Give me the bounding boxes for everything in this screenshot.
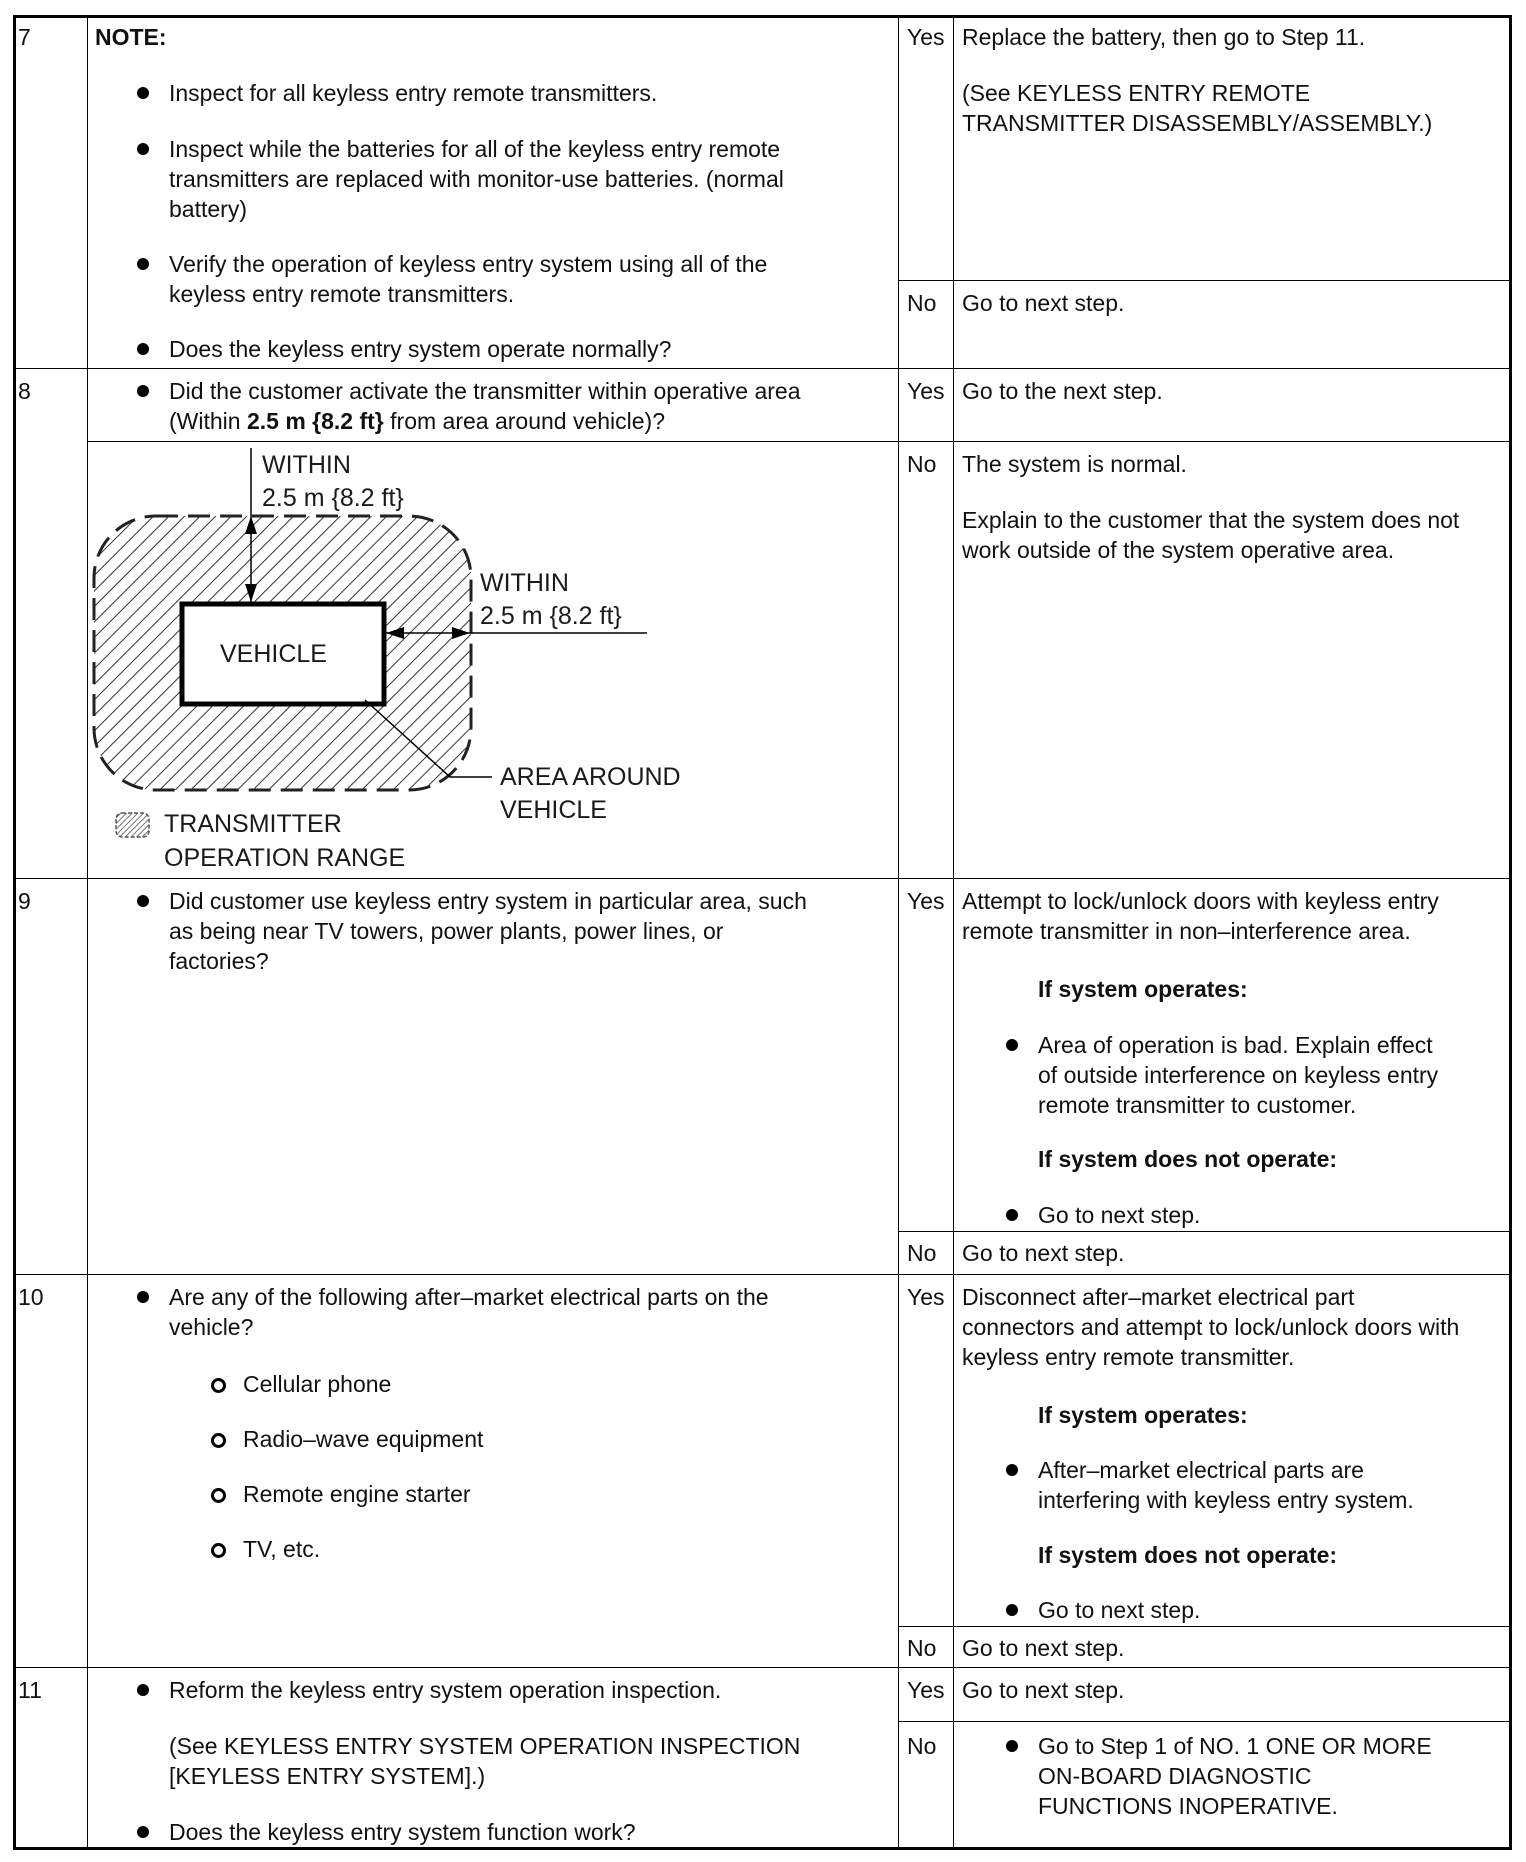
sub-item: Radio–wave equipment [243, 1426, 484, 1452]
if-not-operates-heading: If system does not operate: [1038, 1542, 1338, 1568]
if-operates-heading: If system operates: [1038, 1402, 1248, 1428]
yes-label: Yes [907, 1677, 945, 1703]
step-number: 8 [18, 378, 31, 404]
no-action: FUNCTIONS INOPERATIVE. [1038, 1793, 1338, 1819]
sub-item: Cellular phone [243, 1371, 392, 1397]
not-operates-text: Go to next step. [1038, 1597, 1201, 1623]
instruction-text: Reform the keyless entry system operation inspection. [169, 1677, 722, 1703]
question-text: vehicle? [169, 1314, 254, 1340]
right-within-label: WITHIN [480, 569, 569, 597]
area-around-label: VEHICLE [500, 796, 607, 824]
operates-text: interfering with keyless entry system. [1038, 1487, 1414, 1513]
question-text: Are any of the following after–market electrical parts on the [169, 1284, 769, 1310]
no-action: ON-BOARD DIAGNOSTIC [1038, 1763, 1312, 1789]
yes-label: Yes [907, 24, 945, 50]
note-item: Verify the operation of keyless entry system using all of the [169, 251, 768, 277]
yes-action: connectors and attempt to lock/unlock doors with [962, 1314, 1460, 1340]
question-text-pre: (Within [169, 408, 247, 434]
question-text: Did customer use keyless entry system in particular area, such [169, 888, 807, 914]
note-item: Inspect for all keyless entry remote transmitters. [169, 80, 658, 106]
bullet-icon [137, 1826, 149, 1838]
legend-swatch [116, 813, 149, 837]
note-item: Inspect while the batteries for all of the keyless entry remote [169, 136, 781, 162]
bullet-icon [1006, 1740, 1018, 1752]
sub-item: Remote engine starter [243, 1481, 471, 1507]
step-number: 11 [18, 1677, 42, 1703]
sub-bullet-icon [211, 1378, 226, 1393]
top-distance-label: 2.5 m {8.2 ft} [262, 484, 404, 512]
yes-action: Replace the battery, then go to Step 11. [962, 24, 1366, 50]
yes-label: Yes [907, 888, 945, 914]
if-not-operates-heading: If system does not operate: [1038, 1146, 1338, 1172]
sub-item: TV, etc. [243, 1536, 321, 1562]
operates-text: remote transmitter to customer. [1038, 1092, 1357, 1118]
yes-action: remote transmitter in non–interference area. [962, 918, 1411, 944]
yes-action: Go to next step. [962, 1677, 1125, 1703]
distance-value: 2.5 m {8.2 ft} [246, 408, 384, 434]
right-distance-label: 2.5 m {8.2 ft} [480, 602, 622, 630]
bullet-icon [1006, 1464, 1018, 1476]
bullet-icon [137, 895, 149, 907]
no-action: Go to Step 1 of NO. 1 ONE OR MORE [1038, 1733, 1432, 1759]
yes-action: Disconnect after–market electrical part [962, 1284, 1355, 1310]
bullet-icon [1006, 1604, 1018, 1616]
no-action: The system is normal. [962, 451, 1187, 477]
top-within-label: WITHIN [262, 451, 351, 479]
no-label: No [907, 1240, 937, 1266]
step-number: 10 [18, 1284, 44, 1310]
no-action: Explain to the customer that the system does not [962, 507, 1460, 533]
yes-action: keyless entry remote transmitter. [962, 1344, 1295, 1370]
no-action: Go to next step. [962, 1635, 1125, 1661]
sub-bullet-icon [211, 1433, 226, 1448]
question-text-post: from area around vehicle)? [383, 408, 666, 434]
question-text: Did the customer activate the transmitter within operative area [169, 378, 801, 404]
yes-action: Attempt to lock/unlock doors with keyless entry [962, 888, 1439, 914]
note-item: transmitters are replaced with monitor-use batteries. (normal [169, 166, 784, 192]
bullet-icon [1006, 1209, 1018, 1221]
step-number: 9 [18, 888, 31, 914]
bullet-icon [137, 1684, 149, 1696]
step-number: 7 [18, 24, 31, 50]
sub-bullet-icon [211, 1488, 226, 1503]
no-label: No [907, 451, 937, 477]
not-operates-text: Go to next step. [1038, 1202, 1201, 1228]
bullet-icon [137, 1291, 149, 1303]
note-item: Does the keyless entry system operate normally? [169, 336, 672, 362]
no-label: No [907, 1733, 937, 1759]
operates-text: of outside interference on keyless entry [1038, 1062, 1439, 1088]
reference-text: [KEYLESS ENTRY SYSTEM].) [169, 1763, 486, 1789]
yes-action-ref: TRANSMITTER DISASSEMBLY/ASSEMBLY.) [962, 110, 1433, 136]
sub-bullet-icon [211, 1543, 226, 1558]
no-label: No [907, 290, 937, 316]
yes-label: Yes [907, 1284, 945, 1310]
note-item: battery) [169, 196, 247, 222]
operates-text: After–market electrical parts are [1038, 1457, 1364, 1483]
operates-text: Area of operation is bad. Explain effect [1038, 1032, 1433, 1058]
yes-action-ref: (See KEYLESS ENTRY REMOTE [962, 80, 1311, 106]
note-item: keyless entry remote transmitters. [169, 281, 515, 307]
vehicle-label: VEHICLE [220, 640, 327, 668]
no-label: No [907, 1635, 937, 1661]
yes-action: Go to the next step. [962, 378, 1163, 404]
no-action: Go to next step. [962, 1240, 1125, 1266]
question-text: Does the keyless entry system function work? [169, 1819, 636, 1845]
yes-label: Yes [907, 378, 945, 404]
note-label: NOTE: [95, 24, 167, 50]
legend-label: TRANSMITTER [164, 810, 342, 838]
if-operates-heading: If system operates: [1038, 976, 1248, 1002]
reference-text: (See KEYLESS ENTRY SYSTEM OPERATION INSPECTION [169, 1733, 801, 1759]
bullet-icon [1006, 1039, 1018, 1051]
no-action: work outside of the system operative area. [962, 537, 1395, 563]
question-text: as being near TV towers, power plants, power lines, or [169, 918, 724, 944]
area-around-label: AREA AROUND [500, 763, 681, 791]
no-action: Go to next step. [962, 290, 1125, 316]
legend-label: OPERATION RANGE [164, 844, 406, 872]
question-text: factories? [169, 948, 269, 974]
